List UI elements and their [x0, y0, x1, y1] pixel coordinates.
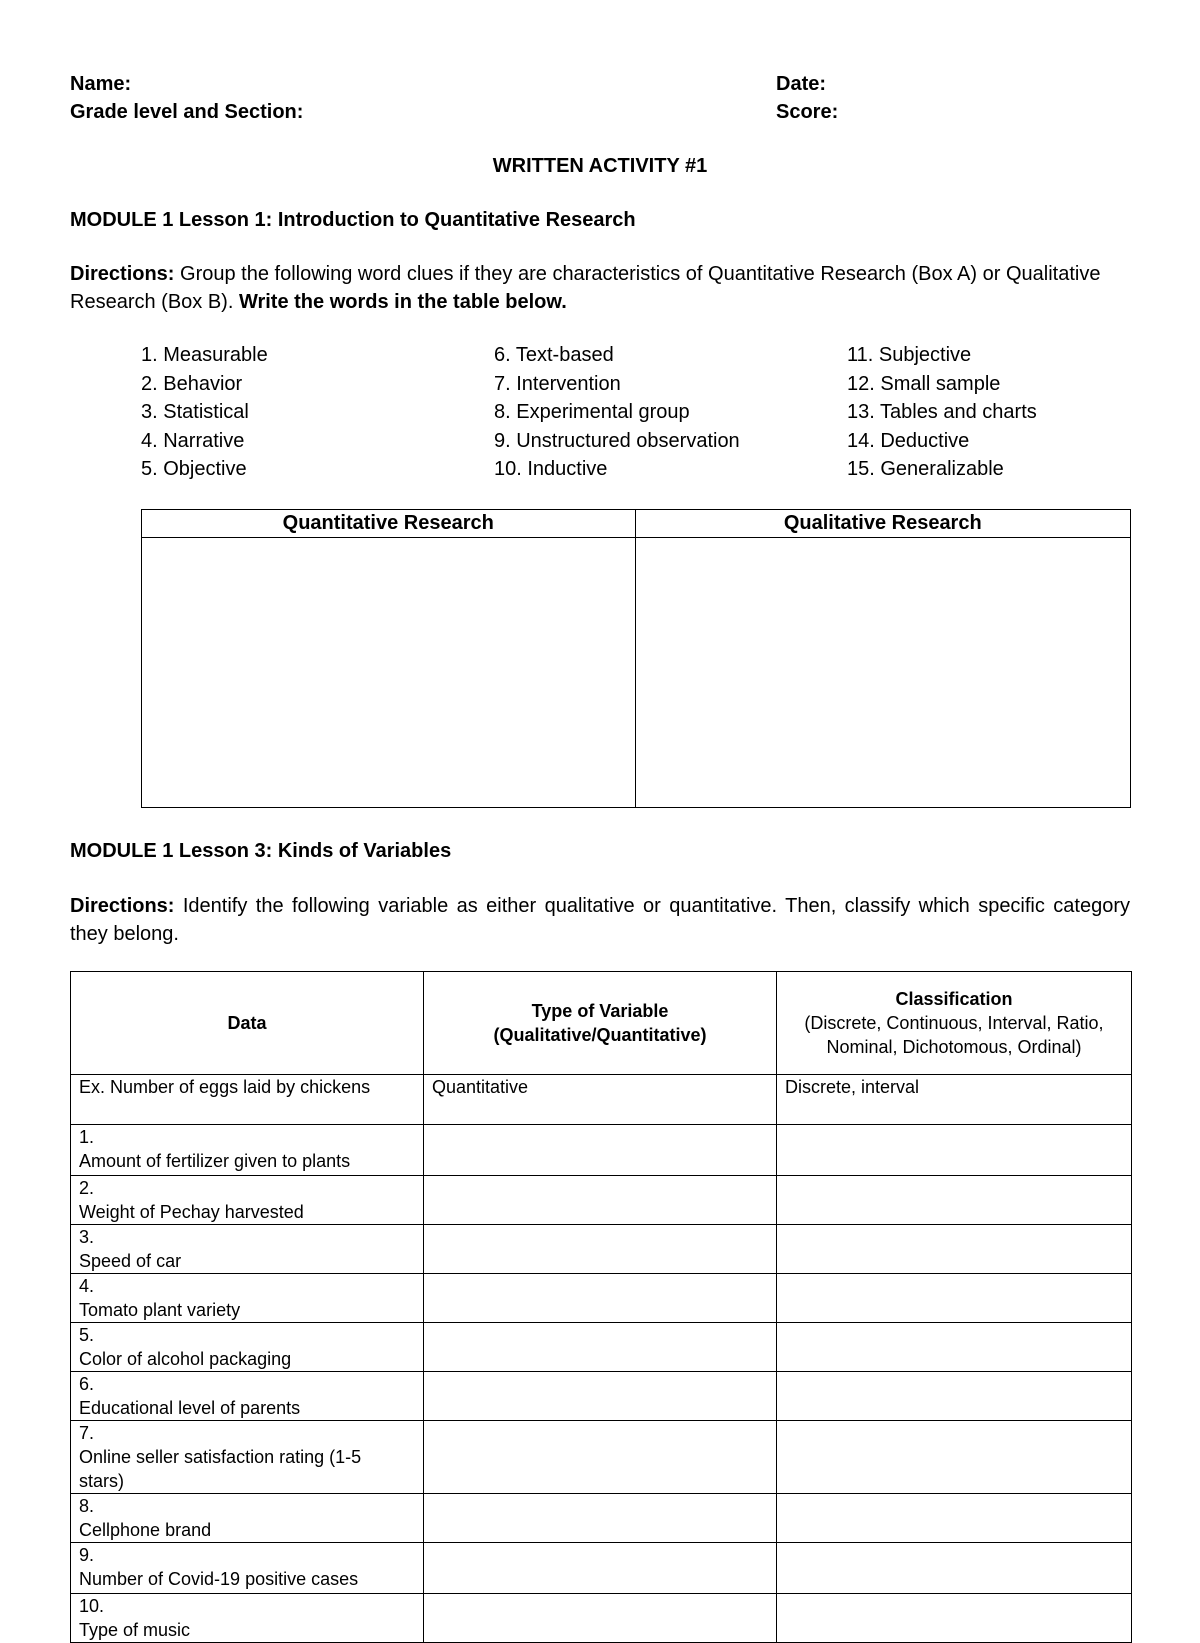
module3-title: MODULE 1 Lesson 3: Kinds of Variables — [70, 840, 452, 862]
row-data — [71, 1421, 424, 1494]
row-text: Speed of car — [79, 1251, 182, 1271]
type-answer-cell[interactable] — [424, 1594, 777, 1643]
classification-answer-cell[interactable] — [777, 1125, 1132, 1176]
grade-section-label: Grade level and Section: — [70, 101, 304, 123]
row-number: 8. — [79, 1496, 95, 1516]
word-clue: 13. Tables and charts — [847, 401, 1037, 423]
row-data — [71, 1274, 424, 1323]
word-clue: 5. Objective — [141, 458, 247, 480]
quantitative-header: Quantitative Research — [142, 510, 636, 538]
module1-title: MODULE 1 Lesson 1: Introduction to Quantitative Research — [70, 209, 636, 231]
row-number: 4. — [79, 1276, 95, 1296]
qualitative-header: Qualitative Research — [635, 510, 1131, 538]
classification-answer-cell[interactable] — [777, 1372, 1132, 1421]
example-type: Quantitative — [424, 1075, 777, 1125]
row-number: 3. — [79, 1227, 95, 1247]
row-data — [71, 1594, 424, 1643]
row-text: Weight of Pechay harvested — [79, 1202, 304, 1222]
word-clue: 12. Small sample — [847, 372, 1001, 395]
word-clues-column-1 — [141, 341, 268, 484]
type-answer-cell[interactable] — [424, 1225, 777, 1274]
classification-answer-cell[interactable] — [777, 1494, 1132, 1543]
word-clue: 15. Generalizable — [847, 458, 1004, 480]
classification-answer-cell[interactable] — [777, 1421, 1132, 1494]
qualitative-answer-box[interactable] — [635, 538, 1131, 808]
table-row — [71, 1225, 1132, 1274]
word-clues-column-3 — [847, 341, 1037, 484]
row-number: 5. — [79, 1325, 95, 1345]
word-clue: 6. Text-based — [494, 344, 614, 366]
word-clues-column-2 — [494, 341, 740, 484]
row-number: 10. — [79, 1596, 105, 1616]
word-clue: 3. Statistical — [141, 401, 249, 423]
word-clue: 9. Unstructured observation — [494, 429, 740, 452]
row-text: Color of alcohol packaging — [79, 1349, 292, 1369]
classification-answer-cell[interactable] — [777, 1225, 1132, 1274]
type-answer-cell[interactable] — [424, 1494, 777, 1543]
module3-directions — [70, 892, 1130, 948]
row-number: 2. — [79, 1178, 95, 1198]
row-text: Amount of fertilizer given to plants — [79, 1151, 351, 1171]
module1-directions — [70, 260, 1130, 316]
word-clue: 1. Measurable — [141, 344, 268, 366]
quantitative-answer-box[interactable] — [142, 538, 636, 808]
directions-label: Directions: — [70, 263, 175, 285]
row-number: 6. — [79, 1374, 95, 1394]
type-answer-cell[interactable] — [424, 1323, 777, 1372]
score-label: Score: — [776, 101, 839, 123]
classification-answer-cell[interactable] — [777, 1543, 1132, 1594]
directions-text: Group the following word clues if they are characteristics of Quantitative Research (Box A) or Qualitative Research (Box B). — [70, 263, 1101, 313]
row-text: Online seller satisfaction rating (1-5 stars) — [79, 1447, 362, 1491]
word-clue: 14. Deductive — [847, 429, 970, 452]
table-header-row — [71, 972, 1132, 1075]
table-row — [71, 1176, 1132, 1225]
word-clue: 8. Experimental group — [494, 401, 690, 423]
row-text: Educational level of parents — [79, 1398, 301, 1418]
row-number: 9. — [79, 1545, 95, 1565]
classification-answer-cell[interactable] — [777, 1594, 1132, 1643]
name-label: Name: — [70, 73, 132, 95]
row-text: Cellphone brand — [79, 1520, 212, 1540]
classification-header — [777, 972, 1132, 1075]
row-data — [71, 1543, 424, 1594]
row-data — [71, 1125, 424, 1176]
example-classification: Discrete, interval — [777, 1075, 1132, 1125]
classification-header-title: Classification — [895, 989, 1013, 1009]
row-text: Number of Covid-19 positive cases — [79, 1569, 359, 1589]
type-answer-cell[interactable] — [424, 1421, 777, 1494]
word-clue: 10. Inductive — [494, 458, 608, 480]
row-data — [71, 1176, 424, 1225]
type-answer-cell[interactable] — [424, 1176, 777, 1225]
table-row — [71, 1274, 1132, 1323]
type-answer-cell[interactable] — [424, 1274, 777, 1323]
example-data: Ex. Number of eggs laid by chickens — [71, 1075, 424, 1125]
table-row — [71, 1543, 1132, 1594]
type-answer-cell[interactable] — [424, 1125, 777, 1176]
classification-header-options: (Discrete, Continuous, Interval, Ratio, Nominal, Dichotomous, Ordinal) — [804, 1013, 1104, 1057]
row-number: 1. — [79, 1127, 95, 1147]
table-row — [71, 1421, 1132, 1494]
word-clue: 7. Intervention — [494, 372, 621, 395]
table-row — [71, 1494, 1132, 1543]
data-header: Data — [71, 972, 424, 1075]
table-row — [71, 1125, 1132, 1176]
word-clue: 4. Narrative — [141, 429, 245, 452]
word-clue: 2. Behavior — [141, 372, 243, 395]
example-row — [71, 1075, 1132, 1125]
research-classification-table — [141, 509, 1131, 808]
classification-answer-cell[interactable] — [777, 1274, 1132, 1323]
row-data — [71, 1494, 424, 1543]
activity-title: WRITTEN ACTIVITY #1 — [492, 155, 708, 177]
classification-answer-cell[interactable] — [777, 1176, 1132, 1225]
classification-answer-cell[interactable] — [777, 1323, 1132, 1372]
variables-table — [70, 971, 1132, 1643]
row-data — [71, 1323, 424, 1372]
directions-text: Identify the following variable as either qualitative or quantitative. Then, classify which specific category they belong. — [70, 895, 1130, 945]
row-text: Type of music — [79, 1620, 191, 1640]
table-row — [71, 1594, 1132, 1643]
type-answer-cell[interactable] — [424, 1543, 777, 1594]
row-data — [71, 1225, 424, 1274]
table-row — [71, 1323, 1132, 1372]
type-header-options: (Qualitative/Quantitative) — [493, 1025, 707, 1045]
type-header — [424, 972, 777, 1075]
word-clue: 11. Subjective — [847, 344, 972, 366]
type-answer-cell[interactable] — [424, 1372, 777, 1421]
table-row — [71, 1372, 1132, 1421]
directions-label: Directions: — [70, 895, 175, 917]
date-label: Date: — [776, 73, 827, 95]
type-header-title: Type of Variable — [531, 1001, 669, 1021]
row-text: Tomato plant variety — [79, 1300, 241, 1320]
row-number: 7. — [79, 1423, 95, 1443]
row-data — [71, 1372, 424, 1421]
directions-emphasis: Write the words in the table below. — [238, 291, 567, 313]
